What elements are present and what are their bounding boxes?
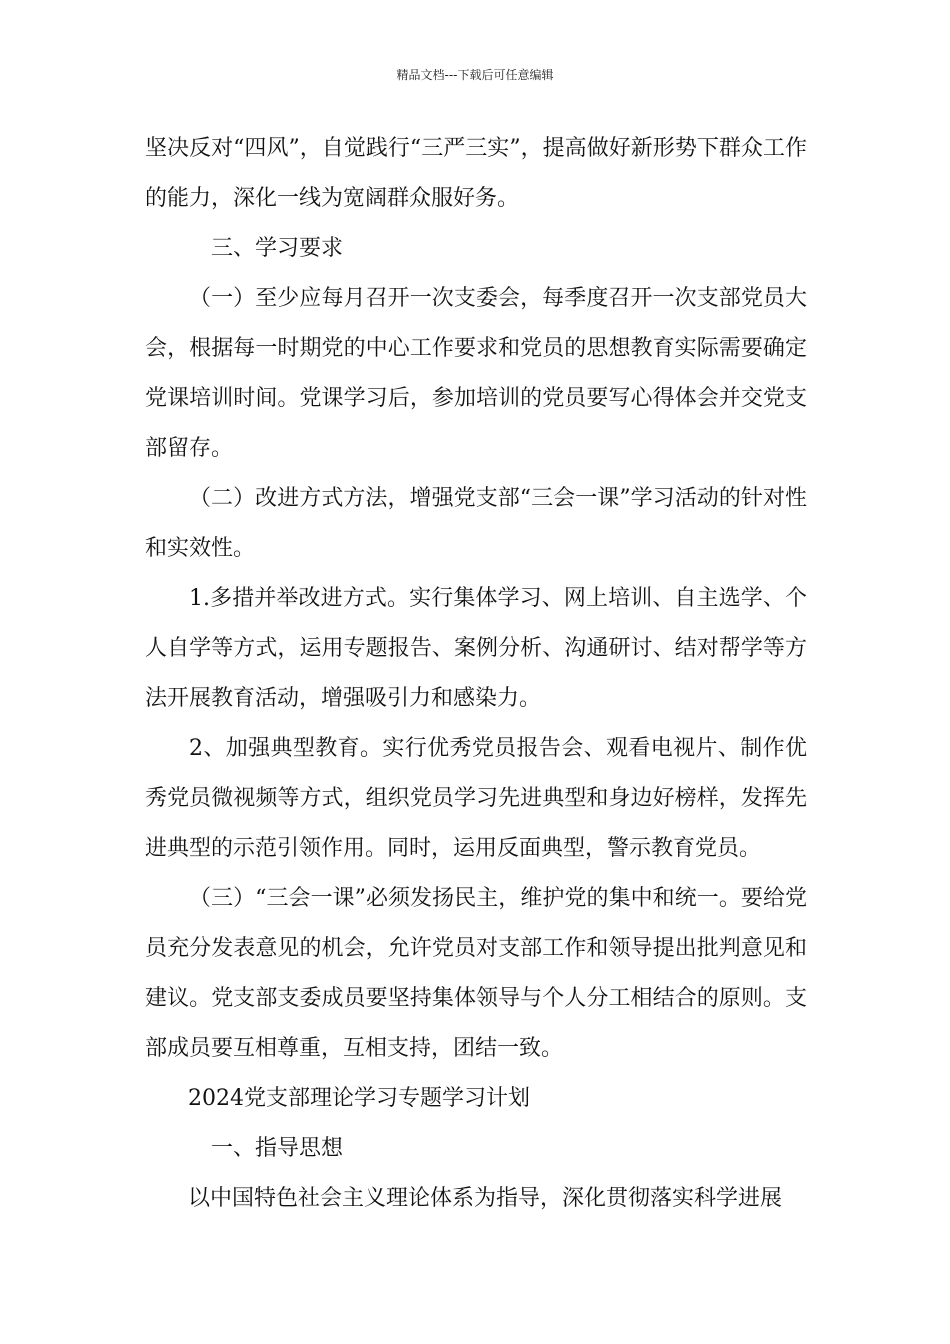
paragraph-subitem-1: 1.多措并举改进方式。实行集体学习、网上培训、自主选学、个人自学等方式，运用专题报告、案例分析、沟通研讨、结对帮学等方法开展教育活动，增强吸引力和感染力。 bbox=[145, 586, 807, 711]
page-header: 精品文档---下载后可任意编辑 bbox=[396, 68, 554, 82]
document-title: 2024党支部理论学习专题学习计划 bbox=[188, 1086, 530, 1111]
paragraph-item-3: （三）“三会一课”必须发扬民主，维护党的集中和统一。要给党员充分发表意见的机会，允许党员对支部工作和领导提出批判意见和建议。党支部支委成员要坚持集体领导与个人分工相结合的原则。支部成员要互相尊重，互相支持，团结一致。 bbox=[145, 886, 807, 1061]
paragraph-subitem-2: 2、加强典型教育。实行优秀党员报告会、观看电视片、制作优秀党员微视频等方式，组织党员学习先进典型和身边好榜样，发挥先进典型的示范引领作用。同时，运用反面典型，警示教育党员。 bbox=[145, 736, 807, 861]
section-heading-guiding-ideology: 一、指导思想 bbox=[211, 1136, 344, 1161]
paragraph-item-2: （二）改进方式方法，增强党支部“三会一课”学习活动的针对性和实效性。 bbox=[145, 486, 807, 561]
section-heading-requirements: 三、学习要求 bbox=[211, 236, 344, 261]
paragraph-guiding-ideology: 以中国特色社会主义理论体系为指导，深化贯彻落实科学进展 bbox=[188, 1186, 783, 1211]
document-body bbox=[145, 124, 807, 1224]
paragraph-continuation: 坚决反对“四风”，自觉践行“三严三实”，提高做好新形势下群众工作的能力，深化一线为宽阔群众服好务。 bbox=[145, 136, 807, 211]
paragraph-item-1: （一）至少应每月召开一次支委会，每季度召开一次支部党员大会，根据每一时期党的中心工作要求和党员的思想教育实际需要确定党课培训时间。党课学习后，参加培训的党员要写心得体会并交党支部留存。 bbox=[145, 286, 807, 461]
